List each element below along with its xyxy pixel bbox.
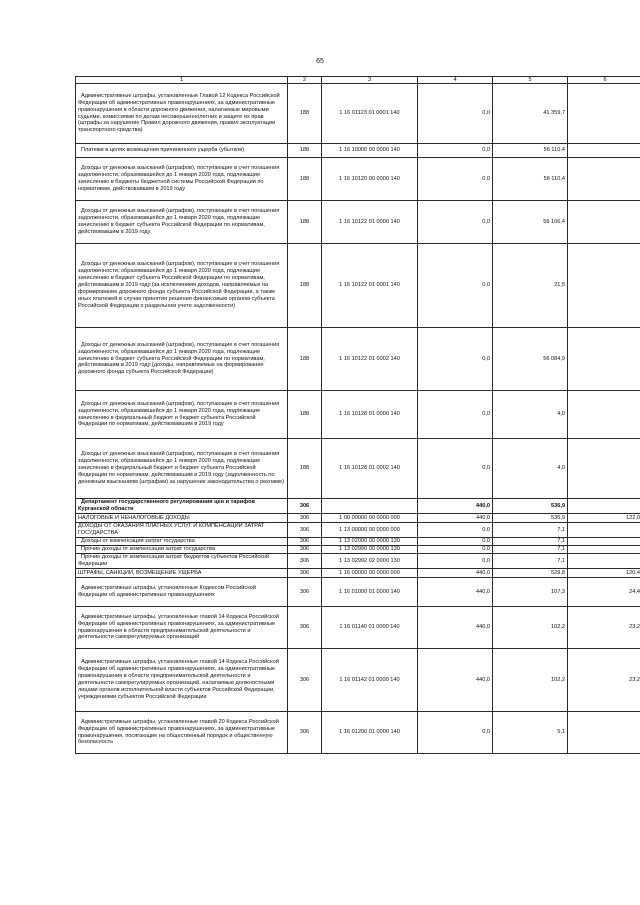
plan-amount-cell: 0,0 bbox=[418, 439, 493, 499]
admin-code-cell: 306 bbox=[288, 499, 322, 514]
revenue-name-cell: Административные штрафы, установленные Главой 12 Кодекса Российской Федерации об административных правонарушениях, за административные правонарушения в области дорожного движения, налагаемые мировыми судьями, комиссиями по делам несовершеннолетних и защите их прав (штрафы за нарушение Правил дорожного движения, правил эксплуатации транспортного средства) bbox=[76, 84, 288, 144]
budget-code-cell: 1 16 01200 01 0000 140 bbox=[322, 712, 418, 754]
table-row bbox=[76, 554, 640, 569]
executed-amount-cell: 102,2 bbox=[493, 607, 568, 649]
plan-amount-cell: 0,0 bbox=[418, 328, 493, 391]
plan-amount-cell: 440,0 bbox=[418, 514, 493, 523]
budget-code-cell: 1 13 02992 02 0000 130 bbox=[322, 554, 418, 569]
plan-amount-cell: 0,0 bbox=[418, 84, 493, 144]
table-row bbox=[76, 538, 640, 546]
admin-code-cell: 306 bbox=[288, 514, 322, 523]
execution-percent-cell bbox=[568, 523, 640, 538]
execution-percent-cell bbox=[568, 439, 640, 499]
column-number: 1 bbox=[76, 77, 288, 84]
executed-amount-cell: 7,1 bbox=[493, 546, 568, 554]
revenue-table-body bbox=[76, 77, 640, 754]
revenue-name-cell: НАЛОГОВЫЕ И НЕНАЛОГОВЫЕ ДОХОДЫ bbox=[76, 514, 288, 523]
executed-amount-cell: 56 106,4 bbox=[493, 201, 568, 244]
execution-percent-cell: 23,2 bbox=[568, 607, 640, 649]
revenue-name-cell: Доходы от денежных взысканий (штрафов), поступающие в счет погашения задолженности, образовавшейся до 1 января 2020 года, подлежащие зачислению в федеральный бюджет и бюджет субъекта Российской Федерации по нормативам, действовавшим в 2019 году bbox=[76, 391, 288, 439]
revenue-name-cell: ДОХОДЫ ОТ ОКАЗАНИЯ ПЛАТНЫХ УСЛУГ И КОМПЕНСАЦИИ ЗАТРАТ ГОСУДАРСТВА bbox=[76, 523, 288, 538]
admin-code-cell: 306 bbox=[288, 569, 322, 578]
budget-code-cell: 1 13 02000 00 0000 130 bbox=[322, 538, 418, 546]
executed-amount-cell: 536,9 bbox=[493, 499, 568, 514]
table-row bbox=[76, 499, 640, 514]
plan-amount-cell: 0,0 bbox=[418, 391, 493, 439]
execution-percent-cell: 23,2 bbox=[568, 649, 640, 712]
budget-code-cell: 1 16 10000 00 0000 140 bbox=[322, 144, 418, 158]
executed-amount-cell: 41 359,7 bbox=[493, 84, 568, 144]
revenue-name-cell: Доходы от денежных взысканий (штрафов), поступающие в счет погашения задолженности, образовавшейся до 1 января 2020 года, подлежащие зачислению в федеральный бюджет и бюджет субъекта Российской Федерации по нормативам, действовавшим в 2019 году (задолженность по денежным взысканиям (штрафам) за нарушение законодательства о рекламе) bbox=[76, 439, 288, 499]
execution-percent-cell: 24,4 bbox=[568, 578, 640, 607]
admin-code-cell: 188 bbox=[288, 144, 322, 158]
revenue-table bbox=[75, 76, 640, 754]
column-number: 5 bbox=[493, 77, 568, 84]
budget-code-cell: 1 16 10122 01 0001 140 bbox=[322, 244, 418, 328]
execution-percent-cell bbox=[568, 158, 640, 201]
plan-amount-cell: 0,0 bbox=[418, 144, 493, 158]
budget-code-cell: 1 16 10128 01 0000 140 bbox=[322, 391, 418, 439]
admin-code-cell: 188 bbox=[288, 244, 322, 328]
plan-amount-cell: 440,0 bbox=[418, 569, 493, 578]
table-row bbox=[76, 439, 640, 499]
revenue-name-cell: Департамент государственного регулирования цен и тарифов Курганской области bbox=[76, 499, 288, 514]
execution-percent-cell bbox=[568, 328, 640, 391]
executed-amount-cell: 107,3 bbox=[493, 578, 568, 607]
admin-code-cell: 306 bbox=[288, 649, 322, 712]
plan-amount-cell: 0,0 bbox=[418, 538, 493, 546]
execution-percent-cell bbox=[568, 201, 640, 244]
budget-code-cell: 1 00 00000 00 0000 000 bbox=[322, 514, 418, 523]
executed-amount-cell: 4,0 bbox=[493, 439, 568, 499]
table-row bbox=[76, 244, 640, 328]
plan-amount-cell: 0,0 bbox=[418, 523, 493, 538]
revenue-name-cell: Доходы от денежных взысканий (штрафов), поступающие в счет погашения задолженности, образовавшейся до 1 января 2020 года, подлежащие зачислению в бюджеты бюджетной системы Российской Федерации по нормативам, действовавшим в 2019 году bbox=[76, 158, 288, 201]
table-row bbox=[76, 546, 640, 554]
table-row bbox=[76, 158, 640, 201]
plan-amount-cell: 440,0 bbox=[418, 607, 493, 649]
admin-code-cell: 188 bbox=[288, 328, 322, 391]
executed-amount-cell: 536,9 bbox=[493, 514, 568, 523]
executed-amount-cell: 56 084,9 bbox=[493, 328, 568, 391]
admin-code-cell: 188 bbox=[288, 439, 322, 499]
budget-code-cell: 1 16 10120 00 0000 140 bbox=[322, 158, 418, 201]
table-row bbox=[76, 328, 640, 391]
plan-amount-cell: 0,0 bbox=[418, 554, 493, 569]
plan-amount-cell: 0,0 bbox=[418, 201, 493, 244]
executed-amount-cell: 56 110,4 bbox=[493, 144, 568, 158]
admin-code-cell: 188 bbox=[288, 84, 322, 144]
table-row bbox=[76, 569, 640, 578]
column-number: 3 bbox=[322, 77, 418, 84]
revenue-name-cell: Платежи в целях возмещения причиненного ущерба (убытков) bbox=[76, 144, 288, 158]
execution-percent-cell bbox=[568, 391, 640, 439]
executed-amount-cell: 21,5 bbox=[493, 244, 568, 328]
execution-percent-cell bbox=[568, 499, 640, 514]
budget-code-cell: 1 16 01123 01 0001 140 bbox=[322, 84, 418, 144]
execution-percent-cell: 120,4 bbox=[568, 569, 640, 578]
table-row bbox=[76, 523, 640, 538]
admin-code-cell: 306 bbox=[288, 538, 322, 546]
table-row bbox=[76, 649, 640, 712]
table-row bbox=[76, 201, 640, 244]
budget-code-cell: 1 16 10122 01 0000 140 bbox=[322, 201, 418, 244]
execution-percent-cell: 122,0 bbox=[568, 514, 640, 523]
budget-code-cell: 1 16 00000 00 0000 000 bbox=[322, 569, 418, 578]
plan-amount-cell: 440,0 bbox=[418, 649, 493, 712]
table-row bbox=[76, 578, 640, 607]
table-row bbox=[76, 607, 640, 649]
execution-percent-cell bbox=[568, 538, 640, 546]
admin-code-cell: 188 bbox=[288, 391, 322, 439]
budget-code-cell: 1 16 10128 01 0002 140 bbox=[322, 439, 418, 499]
revenue-name-cell: Доходы от денежных взысканий (штрафов), поступающие в счет погашения задолженности, образовавшейся до 1 января 2020 года, подлежащие зачислению в бюджет субъекта Российской Федерации по нормативам, действовавшим в 2019 году (доходы, направляемые на формирование дорожного фонда субъекта Российской Федерации) bbox=[76, 328, 288, 391]
revenue-name-cell: ШТРАФЫ, САНКЦИИ, ВОЗМЕЩЕНИЕ УЩЕРБА bbox=[76, 569, 288, 578]
admin-code-cell: 306 bbox=[288, 607, 322, 649]
plan-amount-cell: 0,0 bbox=[418, 712, 493, 754]
plan-amount-cell: 0,0 bbox=[418, 244, 493, 328]
revenue-name-cell: Административные штрафы, установленные главой 14 Кодекса Российской Федерации об административных правонарушениях, за административные правонарушения в области предпринимательской деятельности и деятельности саморегулируемых организаций, налагаемые должностными лицами органов исполнительной власти субъектов Российской Федерации, учреждениями субъектов Российской Федерации bbox=[76, 649, 288, 712]
admin-code-cell: 306 bbox=[288, 523, 322, 538]
column-number: 4 bbox=[418, 77, 493, 84]
budget-code-cell: 1 13 02990 00 0000 130 bbox=[322, 546, 418, 554]
plan-amount-cell: 440,0 bbox=[418, 578, 493, 607]
admin-code-cell: 188 bbox=[288, 158, 322, 201]
plan-amount-cell: 440,0 bbox=[418, 499, 493, 514]
revenue-name-cell: Прочие доходы от компенсации затрат государства bbox=[76, 546, 288, 554]
execution-percent-cell bbox=[568, 84, 640, 144]
plan-amount-cell: 0,0 bbox=[418, 158, 493, 201]
admin-code-cell: 306 bbox=[288, 578, 322, 607]
budget-code-cell: 1 16 01140 01 0000 140 bbox=[322, 607, 418, 649]
budget-code-cell: 1 16 10122 01 0002 140 bbox=[322, 328, 418, 391]
table-row bbox=[76, 84, 640, 144]
column-number-row bbox=[76, 77, 640, 84]
execution-percent-cell bbox=[568, 144, 640, 158]
revenue-name-cell: Доходы от компенсации затрат государства bbox=[76, 538, 288, 546]
plan-amount-cell: 0,0 bbox=[418, 546, 493, 554]
executed-amount-cell: 4,0 bbox=[493, 391, 568, 439]
executed-amount-cell: 56 110,4 bbox=[493, 158, 568, 201]
execution-percent-cell bbox=[568, 712, 640, 754]
executed-amount-cell: 7,1 bbox=[493, 554, 568, 569]
executed-amount-cell: 7,1 bbox=[493, 538, 568, 546]
column-number: 2 bbox=[288, 77, 322, 84]
table-row bbox=[76, 391, 640, 439]
admin-code-cell: 188 bbox=[288, 201, 322, 244]
revenue-name-cell: Административные штрафы, установленные Кодексом Российской Федерации об административных правонарушениях bbox=[76, 578, 288, 607]
budget-code-cell: 1 13 00000 00 0000 000 bbox=[322, 523, 418, 538]
execution-percent-cell bbox=[568, 244, 640, 328]
page-number: 65 bbox=[316, 58, 324, 65]
execution-percent-cell bbox=[568, 554, 640, 569]
executed-amount-cell: 5,1 bbox=[493, 712, 568, 754]
revenue-name-cell: Прочие доходы от компенсации затрат бюджетов субъектов Российской Федерации bbox=[76, 554, 288, 569]
table-row bbox=[76, 712, 640, 754]
execution-percent-cell bbox=[568, 546, 640, 554]
executed-amount-cell: 7,1 bbox=[493, 523, 568, 538]
admin-code-cell: 306 bbox=[288, 554, 322, 569]
admin-code-cell: 306 bbox=[288, 546, 322, 554]
revenue-name-cell: Административные штрафы, установленные главой 20 Кодекса Российской Федерации об административных правонарушениях, за административные правонарушения, посягающие на общественный порядок и общественную безопасность bbox=[76, 712, 288, 754]
executed-amount-cell: 529,8 bbox=[493, 569, 568, 578]
revenue-name-cell: Доходы от денежных взысканий (штрафов), поступающие в счет погашения задолженности, образовавшейся до 1 января 2020 года, подлежащие зачислению в бюджет субъекта Российской Федерации по нормативам, действовавшим в 2019 году bbox=[76, 201, 288, 244]
budget-code-cell bbox=[322, 499, 418, 514]
budget-code-cell: 1 16 01142 01 0000 140 bbox=[322, 649, 418, 712]
table-row bbox=[76, 144, 640, 158]
executed-amount-cell: 102,2 bbox=[493, 649, 568, 712]
revenue-name-cell: Административные штрафы, установленные главой 14 Кодекса Российской Федерации об административных правонарушениях, за административные правонарушения в области предпринимательской деятельности и деятельности саморегулируемых организаций bbox=[76, 607, 288, 649]
budget-code-cell: 1 16 01000 01 0000 140 bbox=[322, 578, 418, 607]
table-row bbox=[76, 514, 640, 523]
admin-code-cell: 306 bbox=[288, 712, 322, 754]
revenue-name-cell: Доходы от денежных взысканий (штрафов), поступающие в счет погашения задолженности, образовавшейся до 1 января 2020 года, подлежащие зачислению в бюджет субъекта Российской Федерации по нормативам, действовавшим в 2019 году (за исключением доходов, направляемых на формирование дорожного фонда субъекта Российской Федерации, а также иных платежей в случае принятия решения финансовым органом субъекта Российской Федерации о раздельном учете задолженности) bbox=[76, 244, 288, 328]
column-number: 6 bbox=[568, 77, 640, 84]
